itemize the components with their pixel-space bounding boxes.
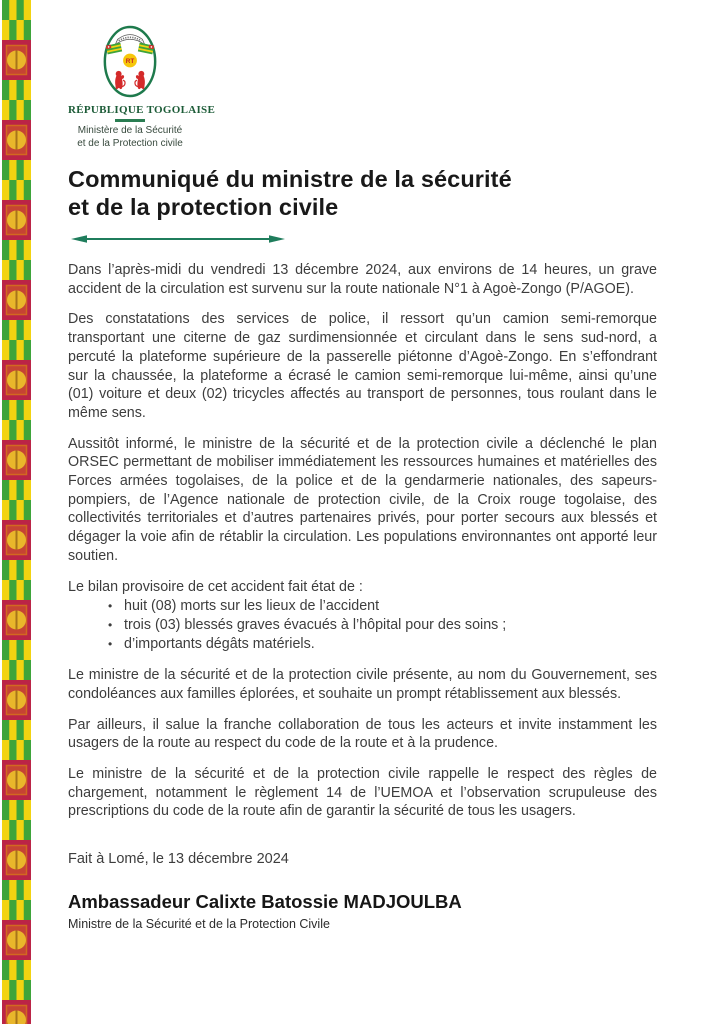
para-orsec-response: Aussitôt informé, le ministre de la sécurité et de la protection civile a déclenché le plan ORSEC permettant de mobiliser immédiatement les ressources humaines et matérielles des Forces armées togolaises, de la police et de la gendarmerie nationales, des sapeurs-pompiers, de l’Agence nationale de protection civile, de la Croix rouge togolaise, des collectivités territoriales et d’autres partenaires privés, pour porter secours aux blessés et dégager la voie afin de rétablir la circulation. Les populations environnantes ont apporté leur soutien.	[68, 435, 657, 564]
signature-name: Ambassadeur Calixte Batossie MADJOULBA	[68, 891, 462, 913]
togo-coat-of-arms	[100, 24, 160, 98]
letterhead	[68, 0, 216, 150]
dateline: Fait à Lomé, le 13 décembre 2024	[68, 851, 289, 868]
list-item-damage: • d’importants dégâts matériels.	[108, 635, 657, 654]
communique-title	[68, 166, 657, 221]
casualty-list	[68, 597, 657, 654]
para-accident-summary: Dans l’après-midi du vendredi 13 décembre 2024, aux environs de 14 heures, un grave accident de la circulation est survenu sur la route nationale N°1 à Agoè-Zongo (P/AGOE).	[68, 262, 657, 297]
ministry-line-2: et de la Protection civile	[77, 137, 183, 149]
republic-underline-rule	[115, 119, 145, 122]
para-condolences: Le ministre de la sécurité et de la protection civile présente, au nom du Gouvernement, ses condoléances aux familles éplorées, et souhaite un prompt rétablissement aux blessés.	[68, 667, 657, 702]
para-police-findings: Des constatations des services de police, il ressort qu’un camion semi-remorque transportant une citerne de gaz surdimensionnée et circulant dans le sens sud-nord, a percuté la plateforme supérieure de la passerelle piétonne d’Agoè-Zongo. En s’effondrant sur la chaussée, la plateforme a écrasé le camion semi-remorque lui-même, ainsi qu’une (01) voiture et deux (02) tricycles affectés au transport de personnes, tous roulant dans le même sens.	[68, 311, 657, 421]
list-item-deaths: • huit (08) morts sur les lieux de l’accident	[108, 597, 657, 616]
para-loading-rules: Le ministre de la sécurité et de la protection civile rappelle le respect des règles de chargement, notamment le règlement 14 de l’UEMOA et l’observation scrupuleuse des prescriptions du code de la route afin de garantir la sécurité de tous les usagers.	[68, 766, 657, 820]
para-collaboration-appeal: Par ailleurs, il salue la franche collaboration de tous les acteurs et invite instamment les usagers de la route au respect du code de la route et à la prudence.	[68, 716, 657, 752]
list-item-injured: • trois (03) blessés graves évacués à l’hôpital pour des soins ;	[108, 616, 657, 635]
signature-title: Ministre de la Sécurité et de la Protection Civile	[68, 917, 330, 932]
republic-title: RÉPUBLIQUE TOGOLAISE	[68, 104, 216, 116]
casualty-list-intro: Le bilan provisoire de cet accident fait état de :	[68, 578, 363, 595]
title-line-1: Communiqué du ministre de la sécurité	[68, 166, 512, 192]
rt-initials: RT	[125, 57, 135, 65]
ministry-name	[68, 125, 192, 150]
double-arrow-divider	[70, 233, 286, 245]
ministry-line-1: Ministère de la Sécurité	[77, 125, 183, 136]
kente-border-pattern	[2, 0, 31, 1024]
title-line-2: et de la protection civile	[68, 193, 339, 220]
communique-page	[68, 0, 657, 931]
